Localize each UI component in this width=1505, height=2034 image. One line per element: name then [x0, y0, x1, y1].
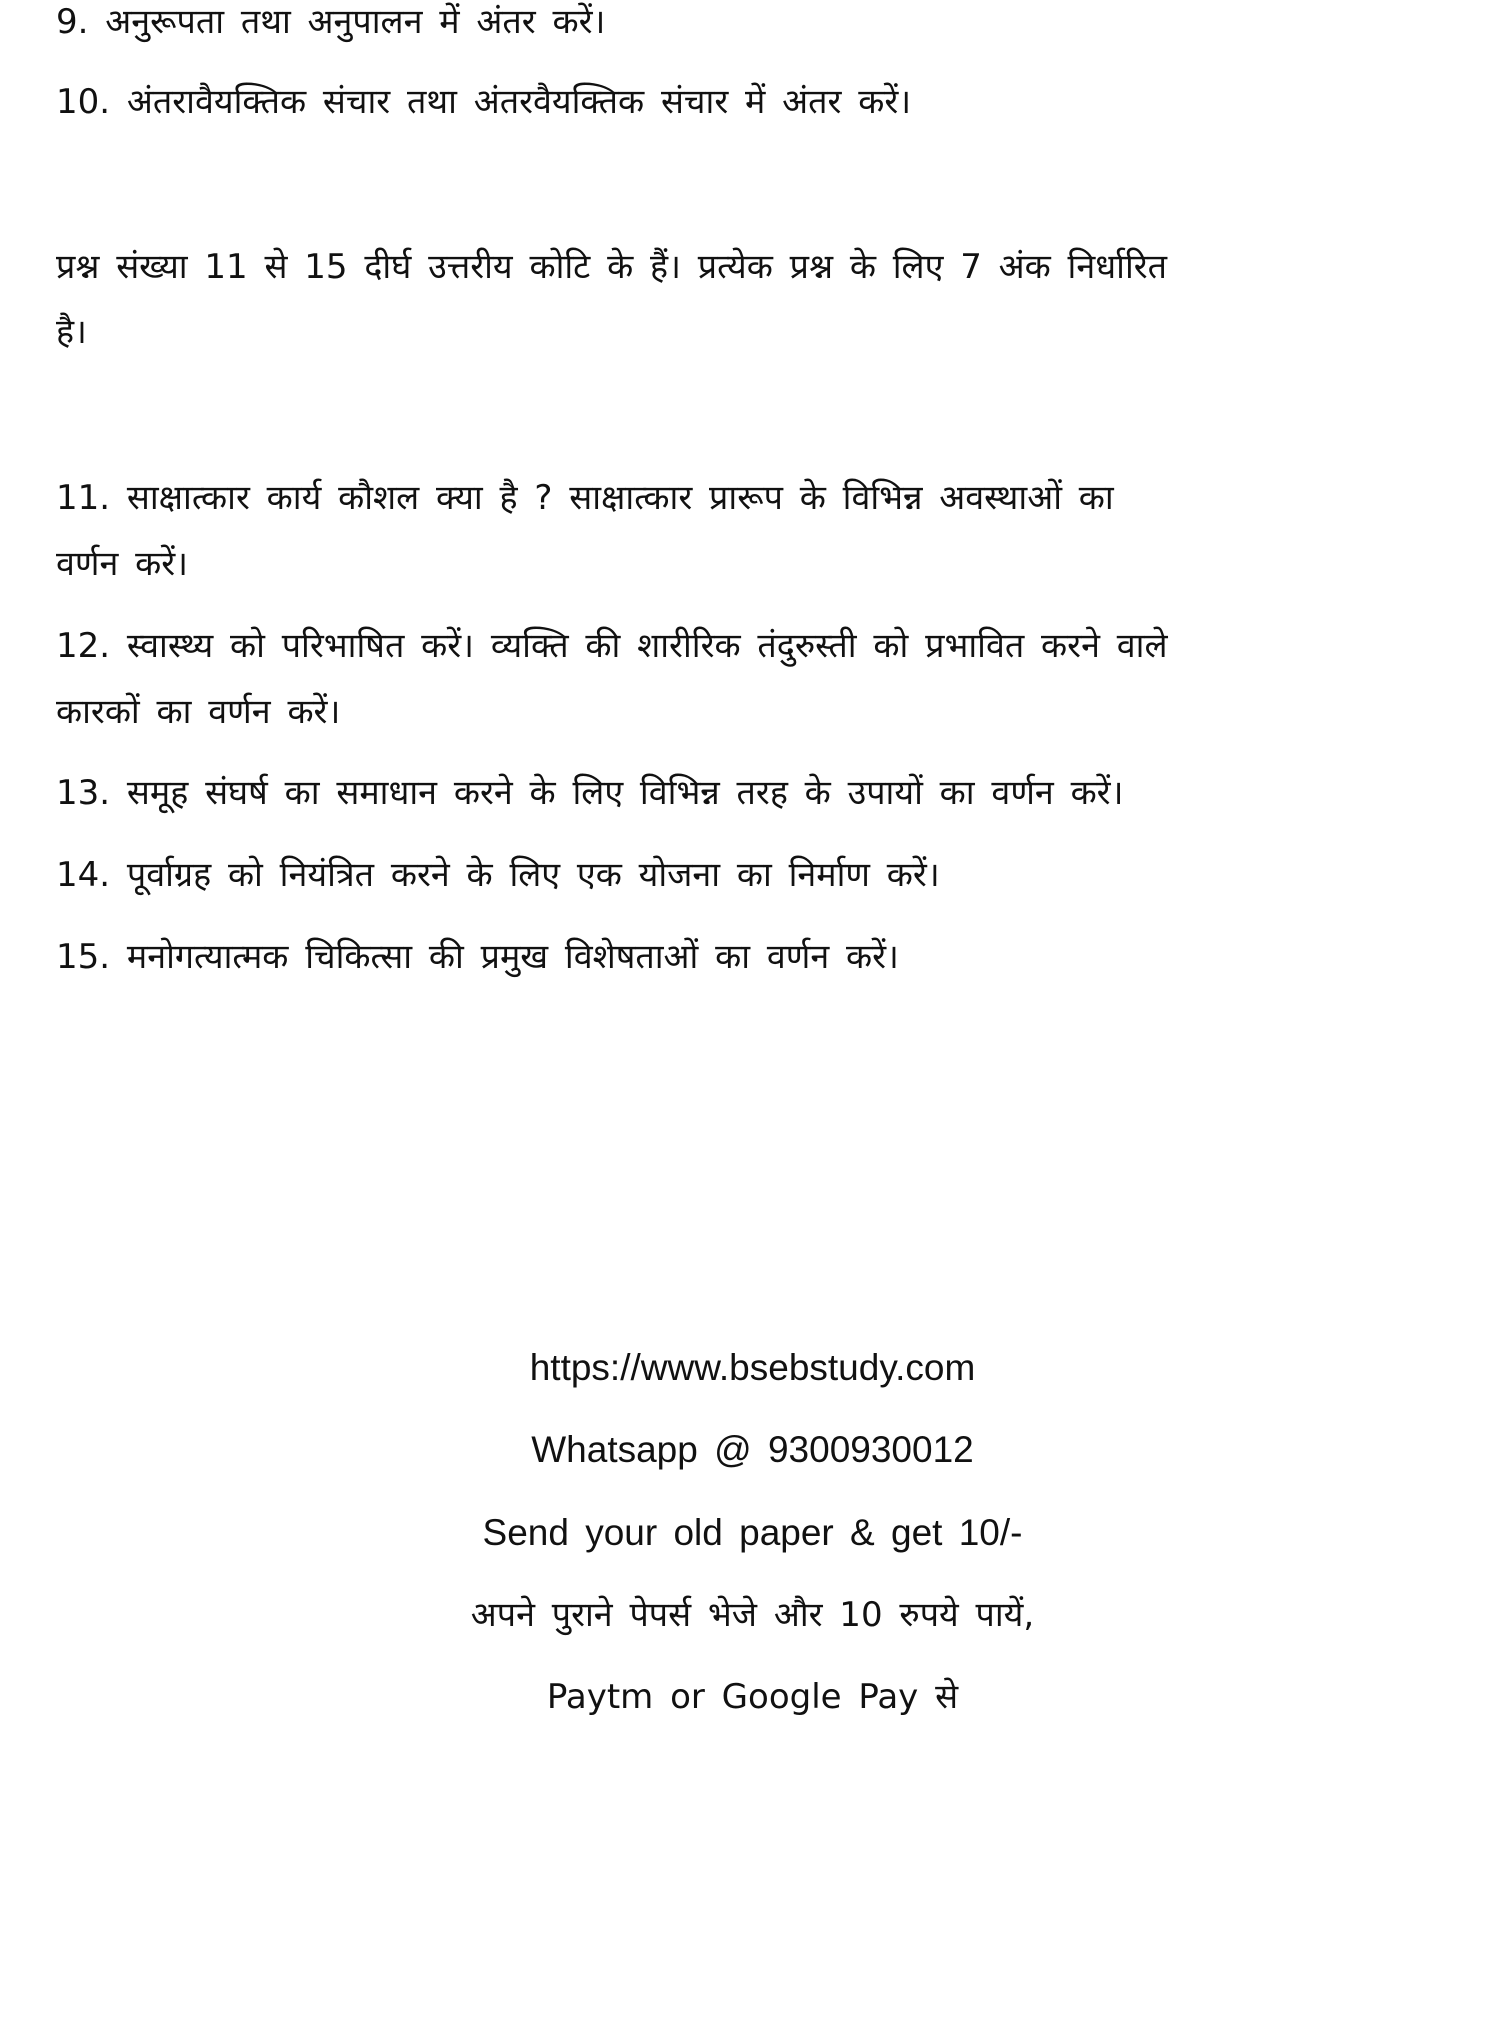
question-12-line1 — [56, 624, 1168, 668]
question-text: अंतरावैयक्तिक संचार तथा अंतरवैयक्तिक संचार में अंतर करें। — [126, 82, 912, 122]
question-text: साक्षात्कार कार्य कौशल क्या है ? साक्षात्कार प्रारूप के विभिन्न अवस्थाओं का — [126, 478, 1114, 518]
question-text: अनुरूपता तथा अनुपालन में अंतर करें। — [105, 2, 606, 42]
footer-payment: Paytm or Google Pay से — [546, 1677, 959, 1717]
question-number: 11. — [56, 478, 111, 518]
question-14 — [56, 853, 940, 897]
question-10 — [56, 80, 911, 124]
footer-whatsapp: Whatsapp @ 9300930012 — [531, 1429, 974, 1470]
question-13 — [56, 771, 1123, 815]
question-12-line2: कारकों का वर्णन करें। — [56, 692, 341, 732]
question-number: 13. — [56, 773, 111, 813]
footer-offer-en: Send your old paper & get 10/- — [482, 1512, 1023, 1553]
question-11-line1 — [56, 476, 1114, 520]
question-number: 10. — [56, 82, 111, 122]
section-note-line1: प्रश्न संख्या 11 से 15 दीर्घ उत्तरीय कोटि के हैं। प्रत्येक प्रश्न के लिए 7 अंक निर्धारित — [56, 247, 1168, 287]
question-number: 9. — [56, 2, 89, 42]
section-note-line2: है। — [56, 312, 87, 352]
question-number: 12. — [56, 626, 111, 666]
question-number: 14. — [56, 855, 111, 895]
question-9 — [56, 0, 605, 44]
question-text: पूर्वाग्रह को नियंत्रित करने के लिए एक योजना का निर्माण करें। — [126, 855, 940, 895]
question-15 — [56, 935, 899, 979]
question-text: स्वास्थ्य को परिभाषित करें। व्यक्ति की शारीरिक तंदुरुस्ती को प्रभावित करने वाले — [126, 626, 1168, 666]
question-text: समूह संघर्ष का समाधान करने के लिए विभिन्न तरह के उपायों का वर्णन करें। — [126, 773, 1124, 813]
footer-url[interactable]: https://www.bsebstudy.com — [529, 1347, 976, 1388]
question-text: मनोगत्यात्मक चिकित्सा की प्रमुख विशेषताओं का वर्णन करें। — [126, 937, 899, 977]
question-11-line2: वर्णन करें। — [56, 544, 189, 584]
footer-offer-hi: अपने पुराने पेपर्स भेजे और 10 रुपये पायें, — [470, 1595, 1035, 1635]
question-number: 15. — [56, 937, 111, 977]
